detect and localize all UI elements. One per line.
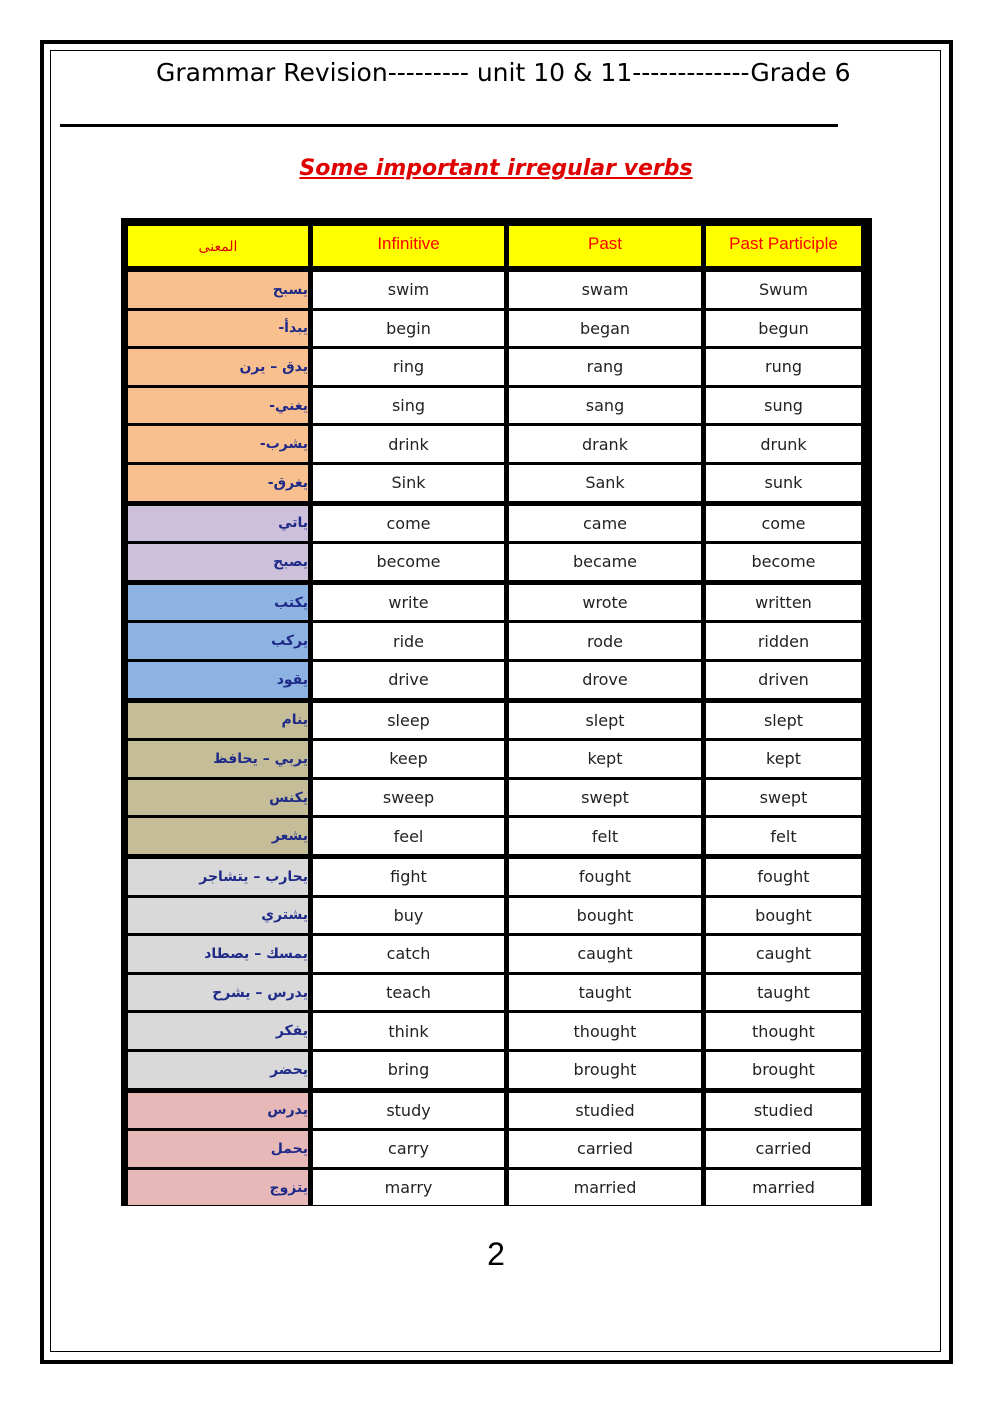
infinitive-cell: swim xyxy=(312,271,505,309)
past-participle-cell: fought xyxy=(705,858,862,896)
past-cell: began xyxy=(508,310,702,348)
infinitive-cell: think xyxy=(312,1012,505,1050)
past-participle-cell: sunk xyxy=(705,464,862,502)
arabic-meaning-cell: يدرس – يشرح xyxy=(127,974,309,1012)
infinitive-cell: ring xyxy=(312,348,505,386)
arabic-meaning-cell: ياتي xyxy=(127,505,309,543)
irregular-verbs-table xyxy=(121,218,872,1206)
past-cell: Sank xyxy=(508,464,702,502)
past-cell: thought xyxy=(508,1012,702,1050)
infinitive-cell: buy xyxy=(312,897,505,935)
past-cell: swept xyxy=(508,779,702,817)
arabic-meaning-cell: يشعر xyxy=(127,817,309,855)
header-infinitive: Infinitive xyxy=(312,225,505,267)
infinitive-cell: drive xyxy=(312,661,505,699)
arabic-meaning-cell: يمسك – يصطاد xyxy=(127,935,309,973)
arabic-meaning-cell: يسبح xyxy=(127,271,309,309)
infinitive-cell: feel xyxy=(312,817,505,855)
past-participle-cell: Swum xyxy=(705,271,862,309)
past-participle-cell: studied xyxy=(705,1092,862,1130)
arabic-meaning-cell: يكتب xyxy=(127,584,309,622)
arabic-meaning-cell: يقود xyxy=(127,661,309,699)
past-cell: drank xyxy=(508,425,702,463)
past-cell: rode xyxy=(508,622,702,660)
past-cell: bought xyxy=(508,897,702,935)
infinitive-cell: sweep xyxy=(312,779,505,817)
arabic-meaning-cell: ينام xyxy=(127,702,309,740)
table-title: Some important irregular verbs xyxy=(299,156,693,181)
infinitive-cell: ride xyxy=(312,622,505,660)
past-cell: rang xyxy=(508,348,702,386)
past-cell: came xyxy=(508,505,702,543)
past-participle-cell: felt xyxy=(705,817,862,855)
arabic-meaning-cell: يحضر xyxy=(127,1051,309,1089)
past-cell: became xyxy=(508,543,702,581)
arabic-meaning-cell: يغني- xyxy=(127,387,309,425)
past-participle-cell: driven xyxy=(705,661,862,699)
past-cell: swam xyxy=(508,271,702,309)
heading-rule xyxy=(60,124,838,127)
arabic-meaning-cell: يبدأ- xyxy=(127,310,309,348)
infinitive-cell: marry xyxy=(312,1169,505,1207)
past-participle-cell: become xyxy=(705,543,862,581)
past-participle-cell: slept xyxy=(705,702,862,740)
infinitive-cell: bring xyxy=(312,1051,505,1089)
past-participle-cell: carried xyxy=(705,1130,862,1168)
infinitive-cell: sleep xyxy=(312,702,505,740)
arabic-meaning-cell: يصبح xyxy=(127,543,309,581)
arabic-meaning-cell: يغرق- xyxy=(127,464,309,502)
past-cell: kept xyxy=(508,740,702,778)
header-meaning: المعنى xyxy=(127,225,309,267)
header-past: Past xyxy=(508,225,702,267)
infinitive-cell: drink xyxy=(312,425,505,463)
infinitive-cell: sing xyxy=(312,387,505,425)
past-cell: taught xyxy=(508,974,702,1012)
past-cell: slept xyxy=(508,702,702,740)
past-cell: carried xyxy=(508,1130,702,1168)
infinitive-cell: become xyxy=(312,543,505,581)
past-cell: married xyxy=(508,1169,702,1207)
past-cell: studied xyxy=(508,1092,702,1130)
past-participle-cell: brought xyxy=(705,1051,862,1089)
header-past-participle: Past Participle xyxy=(705,225,862,267)
arabic-meaning-cell: يفكر xyxy=(127,1012,309,1050)
arabic-meaning-cell: يدرس xyxy=(127,1092,309,1130)
arabic-meaning-cell: يكنس xyxy=(127,779,309,817)
infinitive-cell: write xyxy=(312,584,505,622)
infinitive-cell: teach xyxy=(312,974,505,1012)
infinitive-cell: begin xyxy=(312,310,505,348)
past-participle-cell: swept xyxy=(705,779,862,817)
page-number: 2 xyxy=(487,1236,505,1272)
past-participle-cell: taught xyxy=(705,974,862,1012)
past-participle-cell: begun xyxy=(705,310,862,348)
past-cell: sang xyxy=(508,387,702,425)
past-cell: caught xyxy=(508,935,702,973)
past-participle-cell: sung xyxy=(705,387,862,425)
past-participle-cell: married xyxy=(705,1169,862,1207)
infinitive-cell: keep xyxy=(312,740,505,778)
page-heading: Grammar Revision--------- unit 10 & 11-------------Grade 6 xyxy=(156,58,851,87)
past-cell: fought xyxy=(508,858,702,896)
past-cell: felt xyxy=(508,817,702,855)
past-participle-cell: come xyxy=(705,505,862,543)
arabic-meaning-cell: يركب xyxy=(127,622,309,660)
infinitive-cell: fight xyxy=(312,858,505,896)
past-participle-cell: caught xyxy=(705,935,862,973)
past-cell: drove xyxy=(508,661,702,699)
past-participle-cell: written xyxy=(705,584,862,622)
arabic-meaning-cell: يدق – يرن xyxy=(127,348,309,386)
past-participle-cell: rung xyxy=(705,348,862,386)
arabic-meaning-cell: يتزوج xyxy=(127,1169,309,1207)
past-participle-cell: bought xyxy=(705,897,862,935)
infinitive-cell: come xyxy=(312,505,505,543)
past-participle-cell: ridden xyxy=(705,622,862,660)
arabic-meaning-cell: يشتري xyxy=(127,897,309,935)
past-cell: wrote xyxy=(508,584,702,622)
infinitive-cell: study xyxy=(312,1092,505,1130)
infinitive-cell: carry xyxy=(312,1130,505,1168)
arabic-meaning-cell: يحمل xyxy=(127,1130,309,1168)
arabic-meaning-cell: يربي – يحافظ xyxy=(127,740,309,778)
past-participle-cell: drunk xyxy=(705,425,862,463)
infinitive-cell: Sink xyxy=(312,464,505,502)
past-cell: brought xyxy=(508,1051,702,1089)
past-participle-cell: kept xyxy=(705,740,862,778)
arabic-meaning-cell: يشرب- xyxy=(127,425,309,463)
infinitive-cell: catch xyxy=(312,935,505,973)
past-participle-cell: thought xyxy=(705,1012,862,1050)
arabic-meaning-cell: يحارب – يتشاجر xyxy=(127,858,309,896)
